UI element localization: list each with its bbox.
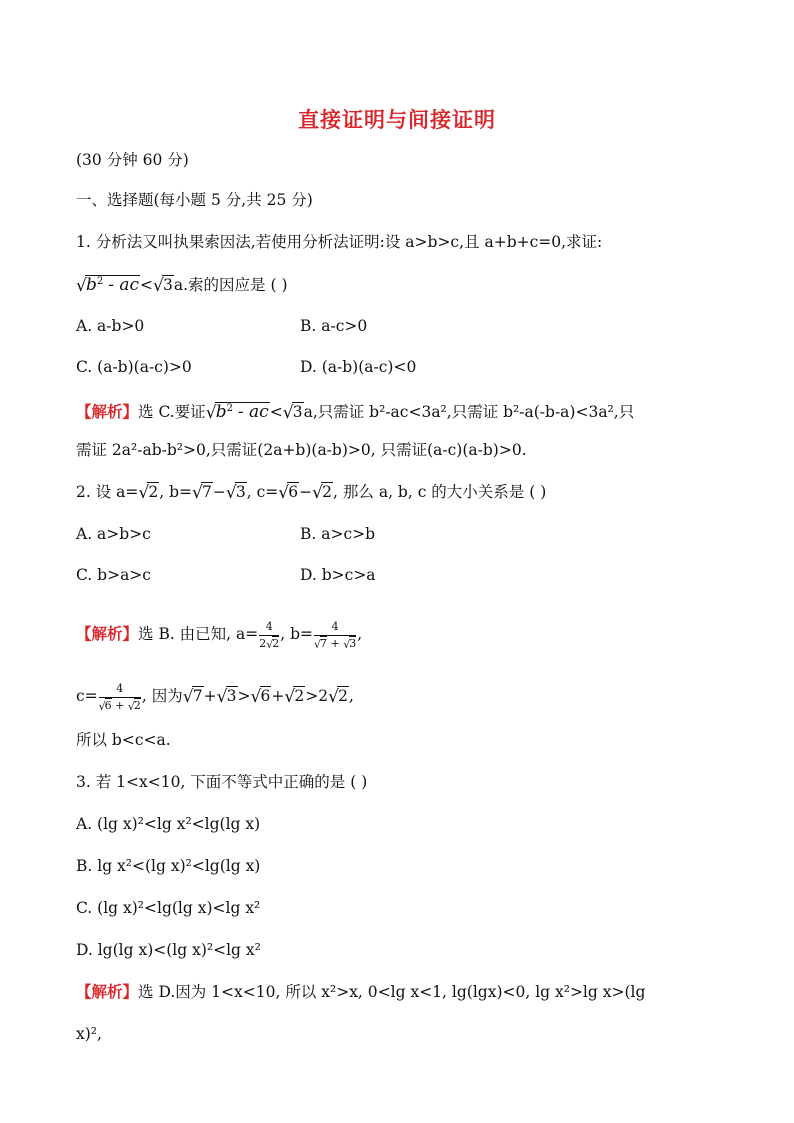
q2-stem-a: 2. 设 a= bbox=[76, 483, 139, 501]
fraction: 4 √ 7 + √ 3 bbox=[314, 620, 356, 650]
q1-option-c[interactable]: C. (a-b)(a-c)>0 bbox=[76, 358, 192, 376]
page-title: 直接证明与间接证明 bbox=[298, 107, 496, 132]
q2-solution-d: , 因为 bbox=[141, 687, 183, 705]
fraction: 4 √ 6 + √ 2 bbox=[99, 682, 141, 712]
q2-solution-c: c= bbox=[76, 687, 98, 705]
q3-option-b[interactable]: B. lg x²<(lg x)²<lg(lg x) bbox=[76, 857, 261, 875]
q2-solution-a: 选 B. 由已知, a= bbox=[138, 625, 259, 643]
q3-option-c[interactable]: C. (lg x)²<lg(lg x)<lg x² bbox=[76, 899, 261, 917]
q1-stem-tail: a.索的因应是 ( ) bbox=[173, 276, 288, 294]
q1-option-a[interactable]: A. a-b>0 bbox=[76, 317, 145, 335]
q2-solution-line2: c= 4 √ 6 + √ 2 , 因为 √ 7+ √ 3> √ 6+ √ 2>2 √ 2, bbox=[76, 682, 354, 712]
q2-option-c[interactable]: C. b>a>c bbox=[76, 566, 151, 584]
q2-stem-d: , 那么 a, b, c 的大小关系是 ( ) bbox=[333, 483, 547, 501]
section-heading: 一、选择题(每小题 5 分,共 25 分) bbox=[76, 191, 313, 209]
q2-option-d[interactable]: D. b>c>a bbox=[300, 566, 376, 584]
solution-label: 【解析】 bbox=[76, 624, 139, 643]
q3-stem: 3. 若 1<x<10, 下面不等式中正确的是 ( ) bbox=[76, 773, 368, 791]
q2-option-a[interactable]: A. a>b>c bbox=[76, 525, 151, 543]
q2-stem: 2. 设 a= √ 2, b= √ 7− √ 3, c= √ 6− √ 2, 那么 a, b, c 的大小关系是 ( ) bbox=[76, 483, 547, 503]
solution-label: 【解析】 bbox=[76, 402, 139, 421]
q3-option-d[interactable]: D. lg(lg x)<(lg x)²<lg x² bbox=[76, 941, 261, 959]
q1-solution-line2: 需证 2a²-ab-b²>0,只需证(2a+b)(a-b)>0, 只需证(a-c)(a-b)>0. bbox=[76, 441, 527, 459]
q2-stem-c: , c= bbox=[246, 483, 279, 501]
fraction: $\frac{4}{2√ 2}$ bbox=[259, 620, 279, 650]
q2-option-b[interactable]: B. a>c>b bbox=[300, 525, 376, 543]
sqrt-symbol: √ $b^2$ - ac bbox=[76, 275, 140, 296]
time-score-info: (30 分钟 60 分) bbox=[76, 151, 189, 169]
q1-solution-text-b: a,只需证 b²-ac<3a²,只需证 b²-a(-b-a)<3a²,只 bbox=[303, 403, 635, 421]
q1-solution-text: 选 C.要证 bbox=[138, 403, 206, 421]
q1-stem: 1. 分析法又叫执果索因法,若使用分析法证明:设 a>b>c,且 a+b+c=0,求证: bbox=[76, 233, 603, 251]
q2-solution-line3: 所以 b<c<a. bbox=[76, 731, 171, 749]
q3-solution-line1 bbox=[76, 982, 645, 1002]
q3-option-a[interactable]: A. (lg x)²<lg x²<lg(lg x) bbox=[76, 815, 261, 833]
q1-stem-formula: √ $b^2 - ac<$ √ 3a.索的因应是 ( ) bbox=[76, 272, 288, 295]
q1-option-b[interactable]: B. a-c>0 bbox=[300, 317, 368, 335]
q1-solution-line1: 【解析】选 C.要证 √ $b^2 - ac<$ √ 3a,只需证 b²-ac<3a²,只需证 b²-a(-b-a)<3a²,只 bbox=[76, 402, 635, 423]
solution-label: 【解析】 bbox=[76, 982, 139, 1001]
q2-solution-e: >2 bbox=[305, 687, 329, 705]
q2-solution-line1: 【解析】选 B. 由已知, a= $\frac{4}{2√ 2}$ , b= 4 √ 7 + √ 3 , bbox=[76, 620, 362, 650]
q2-stem-b: , b= bbox=[159, 483, 193, 501]
q3-solution-text: 选 D.因为 1<x<10, 所以 x²>x, 0<lg x<1, lg(lgx)<0, lg x²>lg x>(lg bbox=[138, 983, 646, 1001]
q3-solution-line2: x)², bbox=[76, 1025, 102, 1043]
q1-option-d[interactable]: D. (a-b)(a-c)<0 bbox=[300, 358, 417, 376]
q2-solution-b: , b= bbox=[280, 625, 314, 643]
